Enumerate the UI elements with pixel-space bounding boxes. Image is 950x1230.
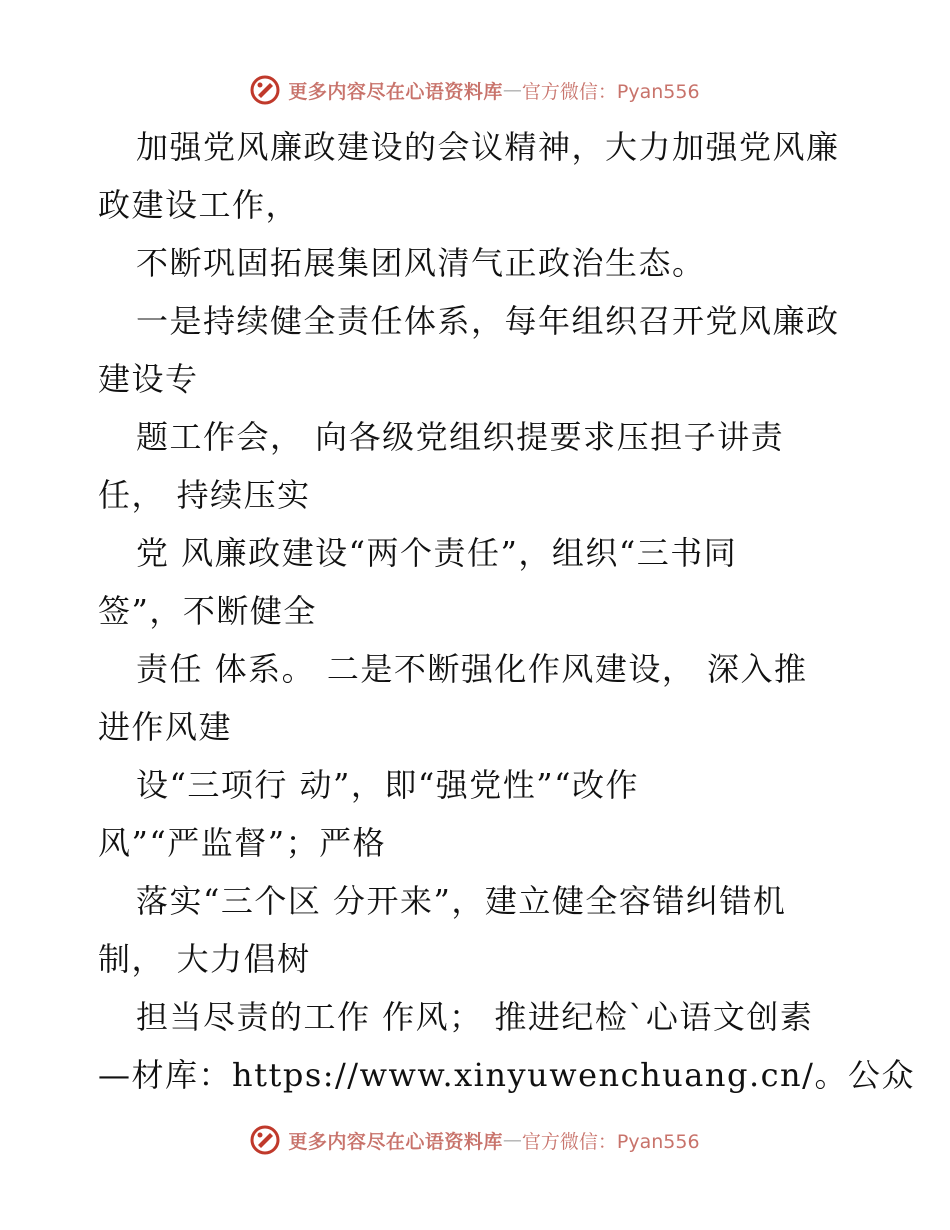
body-line: 党 风廉政建设“两个责任”，组织“三书同 [136,534,738,572]
body-line: 任， 持续压实 [98,476,311,514]
body-line: 题工作会， 向各级党组织提要求压担子讲责 [136,418,785,456]
banner-separator: — [502,1129,522,1151]
body-line: 风”“严监督”；严格 [98,824,387,862]
body-line: 一是持续健全责任体系，每年组织召开党风廉政 [136,302,840,340]
banner-title: 更多内容尽在心语资料库 [288,80,503,103]
body-line: 落实“三个区 分开来”，建立健全容错纠错机 [136,882,787,920]
body-line: 加强党风廉政建设的会议精神，大力加强党风廉 [136,128,840,166]
body-line: 设“三项行 动”，即“强党性”“改作 [136,766,639,804]
footer-banner [0,1120,950,1160]
body-line: 责任 体系。 二是不断强化作风建设， 深入推 [136,650,808,688]
brand-logo-icon [250,75,280,105]
banner-contact: 官方微信：Pyan556 [521,1130,700,1153]
body-line: —材库：https://www.xinyuwenchuang.cn/。公众 [98,1056,915,1094]
body-line: 建设专 [98,360,199,398]
banner-contact: 官方微信：Pyan556 [521,80,700,103]
header-banner [0,70,950,110]
body-line: 不断巩固拓展集团风清气正政治生态。 [136,244,706,282]
document-body [98,118,915,1104]
body-line: 担当尽责的工作 作风； 推进纪检ˋ心语文创素 [136,998,814,1036]
brand-logo-icon [250,1125,280,1155]
banner-title: 更多内容尽在心语资料库 [288,1130,503,1153]
body-line: 政建设工作， [98,186,300,224]
body-line: 进作风建 [98,708,233,746]
banner-separator: — [502,79,522,101]
body-line: 制， 大力倡树 [98,940,311,978]
body-line: 签”，不断健全 [98,592,317,630]
